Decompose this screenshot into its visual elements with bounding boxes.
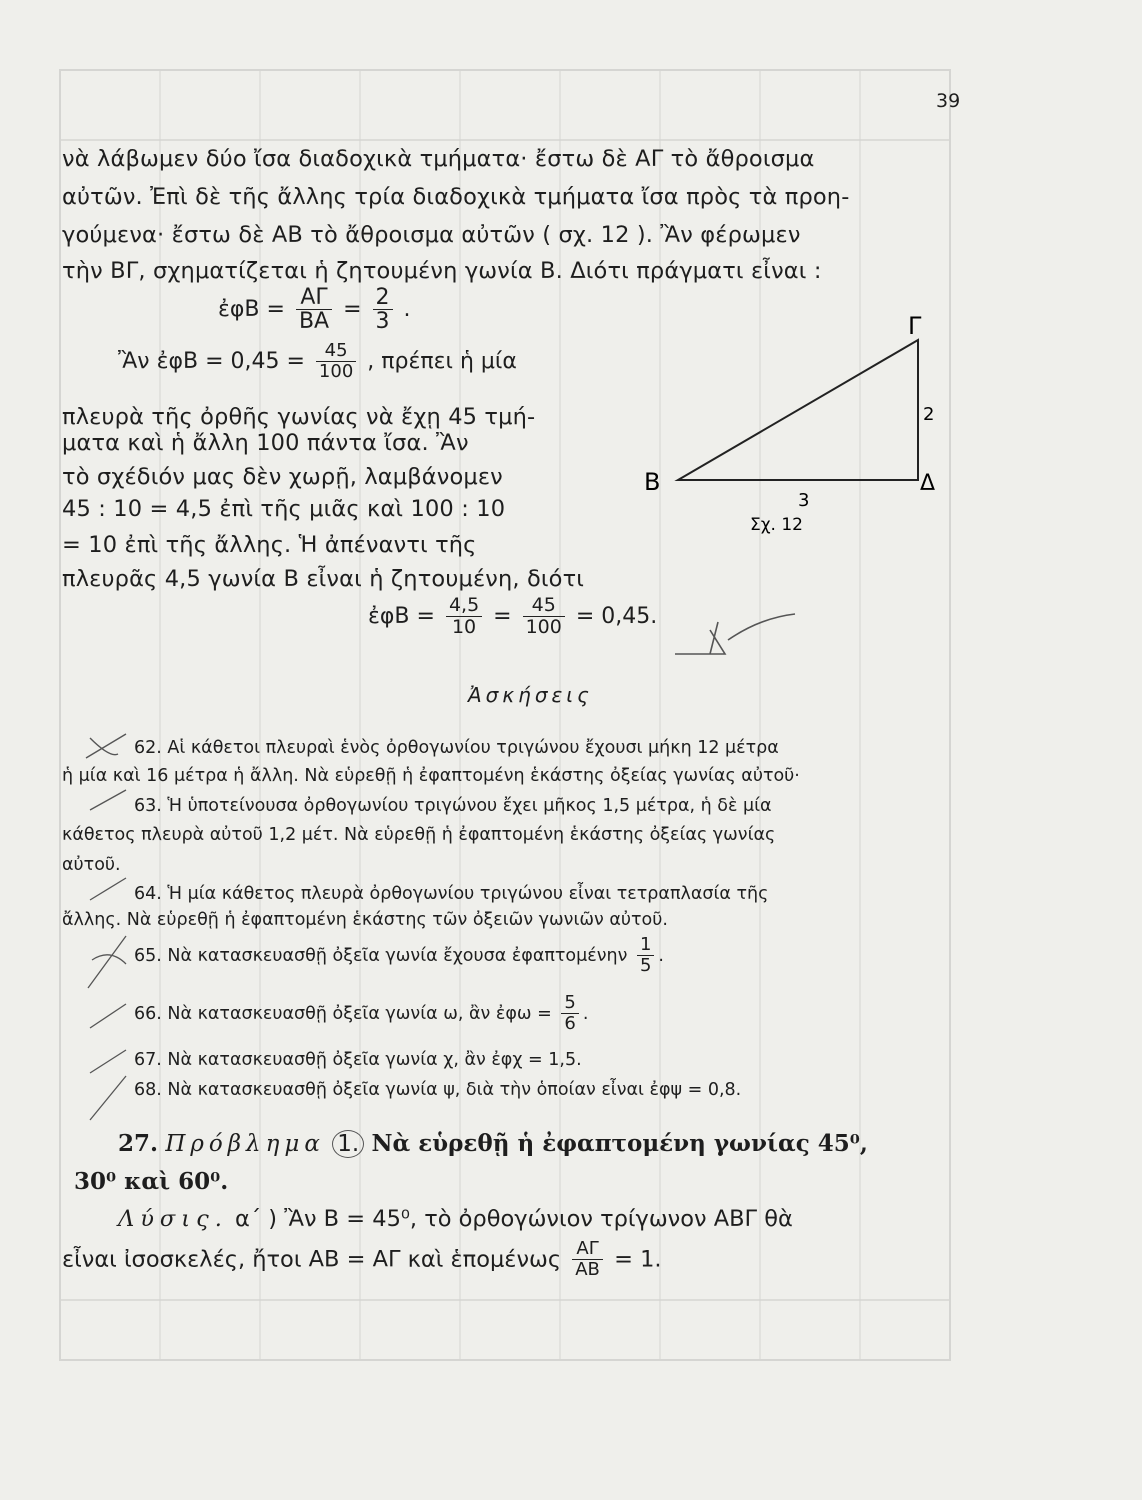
fraction [637, 936, 654, 976]
equals-sign: = [493, 603, 512, 629]
fraction-numerator: 45 [523, 596, 565, 617]
solution-text: α΄ ) Ἂν Β = 45⁰, τὸ ὀρθογώνιον τρίγωνον ΑΒΓ θὰ [235, 1206, 793, 1232]
paragraph-line: πλευρὰ τῆς ὀρθῆς γωνίας νὰ ἔχῃ 45 τμή- [62, 404, 536, 430]
exercise-68: 68. Νὰ κατασκευασθῇ ὀξεῖα γωνία ψ, διὰ τὴν ὁποίαν εἶναι ἐφψ = 0,8. [134, 1080, 742, 1100]
fraction-numerator: 2 [373, 286, 393, 310]
exercise-63-line2: κάθετος πλευρὰ αὐτοῦ 1,2 μέτ. Νὰ εὑρεθῇ ἡ ἐφαπτομένη ἑκάστης ὀξείας γωνίας [62, 825, 776, 845]
exercise-65 [134, 936, 664, 976]
exercise-62-line1: 62. Αἱ κάθετοι πλευραὶ ἑνὸς ὀρθογωνίου τριγώνου ἔχουσι μήκη 12 μέτρα [134, 738, 779, 758]
problem-title-line2: 30⁰ καὶ 60⁰. [74, 1168, 229, 1195]
formula-tail: , πρέπει ἡ μία [367, 348, 517, 374]
formula-lhs: ἐφΒ = [218, 297, 285, 323]
formula-tanB-045 [118, 342, 517, 382]
fraction-numerator: 1 [637, 936, 654, 956]
fraction [572, 1240, 603, 1280]
period: . [403, 297, 411, 323]
exercise-66-text: 66. Νὰ κατασκευασθῇ ὀξεῖα γωνία ω, ἂν ἐφω = [134, 1003, 552, 1024]
formula-lhs: ἐφΒ = [368, 603, 435, 629]
page-number: 39 [936, 90, 961, 112]
fraction [446, 596, 482, 638]
paragraph-line: αὐτῶν. Ἐπὶ δὲ τῆς ἄλλης τρία διαδοχικὰ τμήματα ἴσα πρὸς τὰ προη- [62, 184, 850, 210]
fraction-numerator: ΑΓ [296, 286, 332, 310]
problem-index: 1. [332, 1130, 364, 1158]
paragraph-line: = 10 ἐπὶ τῆς ἄλλης. Ἡ ἀπέναντι τῆς [62, 532, 477, 558]
solution-line1 [118, 1206, 793, 1232]
exercise-67: 67. Νὰ κατασκευασθῇ ὀξεῖα γωνία χ, ἂν ἐφχ = 1,5. [134, 1050, 582, 1070]
exercise-65-text: 65. Νὰ κατασκευασθῇ ὀξεῖα γωνία ἔχουσα ἐφαπτομένην [134, 945, 628, 966]
fraction [296, 286, 332, 334]
fraction-denominator: 100 [318, 360, 354, 382]
solution-end: = 1. [614, 1246, 662, 1273]
problem-title-line1: Νὰ εὑρεθῇ ἡ ἐφαπτομένη γωνίας 45⁰, [371, 1130, 868, 1157]
vertex-b-label: Β [644, 468, 661, 496]
exercise-64-line1: 64. Ἡ μία κάθετος πλευρὰ ὀρθογωνίου τριγώνου εἶναι τετραπλασία τῆς [134, 884, 769, 904]
fraction-numerator: 45 [316, 342, 356, 362]
formula-tail: = 0,45. [575, 603, 658, 629]
pencil-check-marks [80, 728, 140, 1128]
paragraph-line: 45 : 10 = 4,5 ἐπὶ τῆς μιᾶς καὶ 100 : 10 [62, 496, 506, 522]
period: . [582, 1003, 589, 1024]
side-label-horizontal: 3 [798, 490, 810, 511]
solution-text: εἶναι ἰσοσκελές, ἤτοι ΑΒ = ΑΓ καὶ ἑπομένως [62, 1246, 562, 1273]
exercise-63-line3: αὐτοῦ. [62, 855, 121, 875]
vertex-g-label: Γ [908, 312, 922, 340]
figure-caption: Σχ. 12 [750, 515, 804, 535]
vertex-d-label: Δ [920, 471, 936, 496]
exercise-66 [134, 994, 588, 1034]
exercise-62-line2: ἡ μία καὶ 16 μέτρα ἡ ἄλλη. Νὰ εὑρεθῇ ἡ ἐφαπτομένη ἑκάστης ὀξείας γωνίας αὐτοῦ· [62, 766, 800, 786]
problem-label: Πρόβλημα [165, 1131, 325, 1157]
fraction-denominator: 100 [525, 615, 562, 638]
fraction-numerator: ΑΓ [572, 1240, 603, 1260]
problem-27-line1 [118, 1130, 868, 1157]
figure-12-triangle [630, 300, 970, 550]
fraction [373, 286, 393, 334]
problem-number: 27. [118, 1130, 159, 1157]
fraction [523, 596, 565, 638]
fraction [316, 342, 356, 382]
exercise-64-line2: ἄλλης. Νὰ εὑρεθῇ ἡ ἐφαπτομένη ἑκάστης τῶν ὀξειῶν γωνιῶν αὐτοῦ. [62, 910, 668, 930]
formula-tanB-ratio [218, 286, 411, 334]
fraction [561, 994, 578, 1034]
exercise-63-line1: 63. Ἡ ὑποτείνουσα ὀρθογωνίου τριγώνου ἔχει μῆκος 1,5 μέτρα, ἡ δὲ μία [134, 796, 772, 816]
paragraph-line: ματα καὶ ἡ ἄλλη 100 πάντα ἴσα. Ἂν [62, 430, 469, 456]
fraction-denominator: 6 [564, 1012, 576, 1034]
pencil-mark [670, 610, 800, 660]
fraction-denominator: 5 [639, 954, 652, 976]
fraction-denominator: 3 [375, 309, 390, 335]
solution-line2 [62, 1240, 662, 1280]
side-label-vertical: 2 [923, 404, 935, 425]
period: . [658, 945, 664, 966]
equals-sign: = [343, 297, 362, 323]
formula-tanB-045-check [368, 596, 657, 638]
paragraph-line: νὰ λάβωμεν δύο ἴσα διαδοχικὰ τμήματα· ἔστω δὲ ΑΓ τὸ ἄθροισμα [62, 146, 815, 172]
triangle-shape [678, 340, 918, 480]
paragraph-line: τὸ σχέδιόν μας δὲν χωρῇ, λαμβάνομεν [62, 464, 503, 490]
formula-lead: Ἂν ἐφΒ = 0,45 = [118, 348, 305, 374]
fraction-numerator: 5 [561, 994, 578, 1014]
fraction-denominator: ΒΑ [298, 309, 330, 335]
fraction-denominator: ΑΒ [575, 1258, 600, 1280]
fraction-denominator: 10 [451, 615, 477, 638]
paragraph-line: πλευρᾶς 4,5 γωνία Β εἶναι ἡ ζητουμένη, διότι [62, 566, 585, 592]
paragraph-line: τὴν ΒΓ, σχηματίζεται ἡ ζητουμένη γωνία Β. Διότι πράγματι εἶναι : [62, 258, 822, 284]
paragraph-line: γούμενα· ἔστω δὲ ΑΒ τὸ ἄθροισμα αὐτῶν ( σχ. 12 ). Ἂν φέρωμεν [62, 222, 801, 248]
solution-label: Λύσις. [118, 1206, 228, 1232]
exercises-heading: Ἀσκήσεις [468, 683, 593, 707]
fraction-numerator: 4,5 [446, 596, 482, 617]
